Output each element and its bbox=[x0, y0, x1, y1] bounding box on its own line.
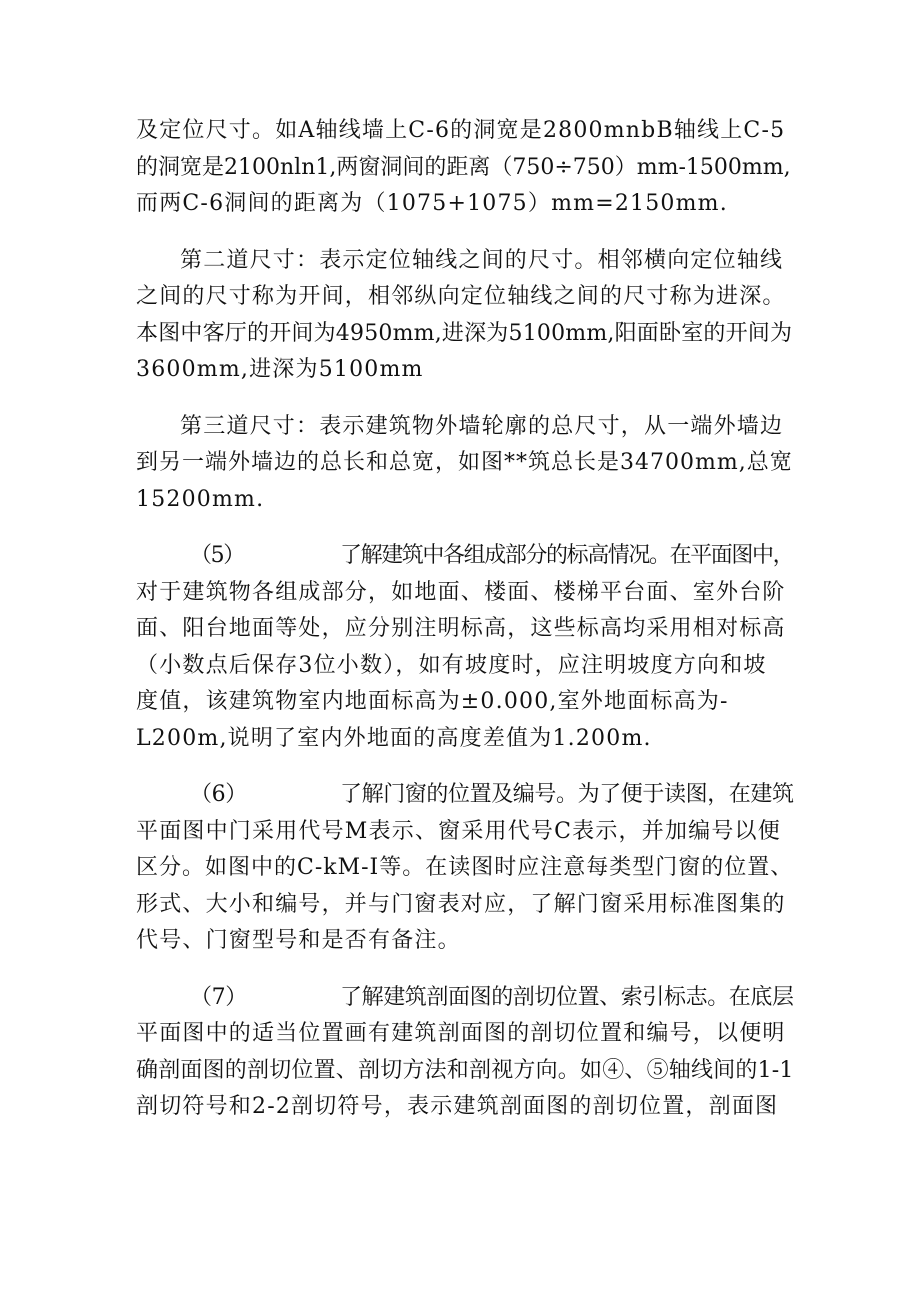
paragraph-item-6-doors-windows bbox=[136, 777, 796, 960]
document-body bbox=[136, 113, 796, 1146]
item-number: （6） bbox=[190, 782, 247, 807]
text-line: 之间的尺寸称为开间，相邻纵向定位轴线之间的尺寸称为进深。 bbox=[136, 284, 786, 309]
text-line: 形式、大小和编号，并与门窗表对应，了解门窗采用标准图集的 bbox=[136, 891, 786, 917]
text-line-content: 了解建筑剖面图的剖切位置、索引标志。在底层 bbox=[340, 984, 794, 1010]
text-line: 剖切符号和2-2剖切符号，表示建筑剖面图的剖切位置，剖面图 bbox=[136, 1094, 779, 1119]
text-line: 面、阳台地面等处，应分别注明标高，这些标高均采用相对标高 bbox=[136, 616, 786, 641]
text-line: 代号、门窗型号和是否有备注。 bbox=[136, 928, 461, 953]
text-line: 度值，该建筑物室内地面标高为±0.000,室外地面标高为- bbox=[136, 689, 729, 714]
text-line: 15200mm. bbox=[136, 486, 265, 512]
item-number: （5） bbox=[190, 543, 244, 568]
text-line: 而两C-6洞间的距离为（1075+1075）mm=2150mm. bbox=[136, 191, 728, 216]
item-number: （7） bbox=[190, 984, 247, 1010]
text-line: 3600mm,进深为5100mm bbox=[136, 357, 424, 382]
text-line: （小数点后保存3位小数），如有坡度时，应注明坡度方向和坡 bbox=[136, 652, 767, 678]
text-line-content: 了解门窗的位置及编号。为了便于读图，在建筑 bbox=[340, 782, 794, 807]
text-line: 平面图中门采用代号M表示、窗采用代号C表示，并加编号以便 bbox=[136, 818, 781, 844]
text-line bbox=[136, 538, 796, 575]
text-line: 本图中客厅的开间为4950mm,进深为5100mm,阳面卧室的开间为 bbox=[136, 320, 793, 346]
text-line bbox=[136, 777, 796, 814]
text-line: 的洞宽是2100nln1,两窗洞间的距离（750÷750）mm-1500mm, bbox=[136, 154, 791, 180]
text-line: 到另一端外墙边的总长和总宽，如图**筑总长是34700mm,总宽 bbox=[136, 450, 793, 475]
text-line bbox=[136, 980, 796, 1017]
text-line: L200m,说明了室内外地面的高度差值为1.200m. bbox=[136, 725, 652, 751]
paragraph-third-dimension bbox=[136, 409, 796, 519]
text-line: 平面图中的适当位置画有建筑剖面图的剖切位置和编号，以便明 bbox=[136, 1021, 786, 1046]
text-line-content: 了解建筑中各组成部分的标高情况。在平面图中， bbox=[340, 543, 794, 568]
text-line: 第二道尺寸：表示定位轴线之间的尺寸。相邻横向定位轴线 bbox=[180, 247, 784, 273]
paragraph-item-5-elevation bbox=[136, 538, 796, 757]
text-line: 第三道尺寸：表示建筑物外墙轮廓的总尺寸，从一端外墙边 bbox=[180, 413, 784, 439]
text-line: 确剖面图的剖切位置、剖切方法和剖视方向。如④、⑤轴线间的1-1 bbox=[136, 1057, 794, 1083]
text-line: 及定位尺寸。如A轴线墙上C-6的洞宽是2800mnbB轴线上C-5 bbox=[136, 118, 786, 143]
paragraph-dimension-continuation bbox=[136, 113, 796, 223]
text-line: 区分。如图中的C-kM-I等。在读图时应注意每类型门窗的位置、 bbox=[136, 855, 794, 880]
paragraph-second-dimension bbox=[136, 243, 796, 389]
paragraph-item-7-section-cut bbox=[136, 980, 796, 1126]
text-line: 对于建筑物各组成部分，如地面、楼面、楼梯平台面、室外台阶 bbox=[136, 579, 786, 605]
